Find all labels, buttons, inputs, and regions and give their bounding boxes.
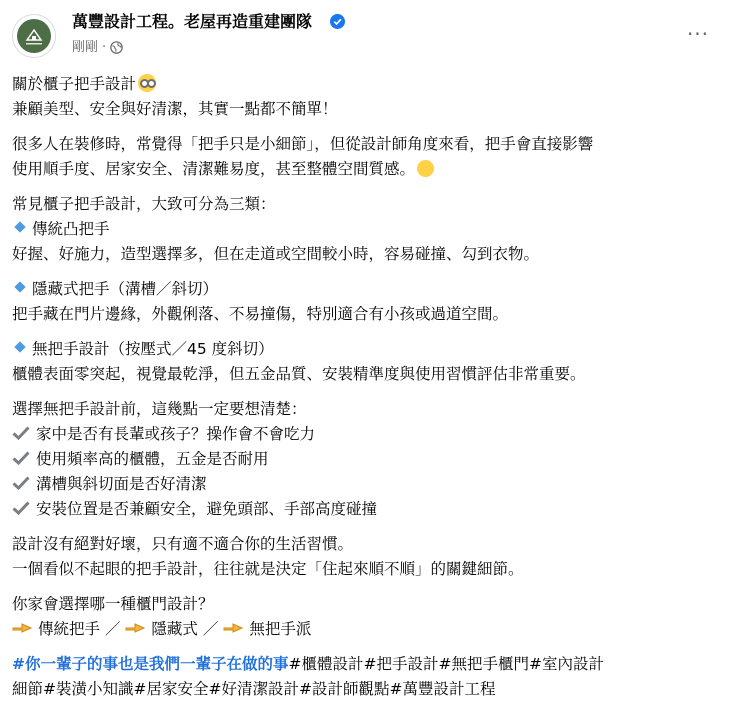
more-options-button[interactable]: ··· (686, 22, 710, 46)
poll-option-traditional: 傳統把手 (38, 620, 101, 638)
post-body (12, 72, 722, 702)
type-2-desc: 把手藏在門片邊緣，外觀俐落、不易撞傷，特別適合有小孩或過道空間。 (12, 305, 509, 323)
type-1-title-line (12, 217, 722, 242)
type-3-title: 無把手設計（按壓式／45 度斜切） (32, 340, 274, 358)
intro-line-1: 很多人在裝修時，常覺得「把手只是小細節」，但從設計師角度來看，把手會直接影響 (12, 135, 594, 153)
checklist-item (12, 472, 722, 497)
poll-separator: ／ (202, 620, 219, 638)
hashtag-main-link[interactable]: #你一輩子的事也是我們一輩子在做的事 (12, 655, 289, 673)
intro-line-2-text: 使用順手度、居家安全、清潔難易度，甚至整體空間質感。 (12, 160, 416, 178)
page-avatar[interactable] (12, 14, 56, 58)
hashtags-line-1-text[interactable]: #櫃體設計#把手設計#無把手櫃門#室內設計 (288, 655, 604, 673)
blue-diamond-icon (14, 341, 25, 352)
check-mark-icon (12, 451, 30, 465)
checklist-item-text: 溝槽與斜切面是否好清潔 (36, 475, 207, 493)
checklist-item (12, 422, 722, 447)
question-line: 你家會選擇哪一種櫃門設計？ (12, 595, 214, 613)
checklist-item-text: 家中是否有長輩或孩子？操作會不會吃力 (36, 425, 316, 443)
type-1-title: 傳統凸把手 (32, 220, 110, 238)
intro-line-2 (12, 157, 722, 182)
type-2-title-line (12, 277, 722, 302)
checklist-item (12, 497, 722, 522)
post-meta (72, 39, 123, 57)
avatar-logo (17, 19, 51, 53)
pointing-hand-icon (223, 620, 243, 636)
smiling-face-icon (417, 160, 434, 177)
closing-line-1: 設計沒有絕對好壞，只有適不適合你的生活習慣。 (12, 535, 354, 553)
checklist-item-text: 使用頻率高的櫃體，五金是否耐用 (36, 450, 269, 468)
pointing-hand-icon (12, 620, 32, 636)
type-3-title-line (12, 337, 722, 362)
nerd-face-icon (138, 74, 156, 92)
check-mark-icon (12, 426, 30, 440)
poll-option-handleless: 無把手派 (249, 620, 312, 638)
checklist-heading: 選擇無把手設計前，這幾點一定要想清楚： (12, 400, 307, 418)
post-timestamp[interactable]: 剛剛 (72, 40, 99, 55)
checklist-item-text: 安裝位置是否兼顧安全，避免頭部、手部高度碰撞 (36, 500, 378, 518)
post-title-line (12, 72, 722, 97)
type-2-title: 隱藏式把手（溝槽／斜切） (32, 280, 219, 298)
hashtags-line-1 (12, 652, 722, 677)
pointing-hand-icon (125, 620, 145, 636)
poll-option-hidden: 隱藏式 (151, 620, 198, 638)
check-mark-icon (12, 476, 30, 490)
page-name-link[interactable]: 萬豐設計工程。老屋再造重建團隊 (72, 12, 313, 31)
globe-icon[interactable] (110, 41, 123, 54)
post-header (0, 0, 732, 68)
poll-options-line (12, 617, 722, 642)
verified-badge-icon (330, 14, 345, 29)
meta-separator: · (102, 40, 107, 55)
blue-diamond-icon (14, 221, 25, 232)
post-subtitle: 兼顧美型、安全與好清潔，其實一點都不簡單！ (12, 100, 338, 118)
closing-line-2: 一個看似不起眼的把手設計，往往就是決定「住起來順不順」的關鍵細節。 (12, 560, 524, 578)
type-1-desc: 好握、好施力，造型選擇多，但在走道或空間較小時，容易碰撞、勾到衣物。 (12, 245, 540, 263)
post-title-text: 關於櫃子把手設計 (12, 75, 137, 93)
types-heading: 常見櫃子把手設計，大致可分為三類： (12, 195, 276, 213)
poll-separator: ／ (104, 620, 121, 638)
checklist-item (12, 447, 722, 472)
hashtags-line-2[interactable]: 細節#裝潢小知識#居家安全#好清潔設計#設計師觀點#萬豐設計工程 (12, 680, 496, 698)
type-3-desc: 櫃體表面零突起，視覺最乾淨，但五金品質、安裝精準度與使用習慣評估非常重要。 (12, 365, 586, 383)
check-mark-icon (12, 501, 30, 515)
blue-diamond-icon (14, 281, 25, 292)
